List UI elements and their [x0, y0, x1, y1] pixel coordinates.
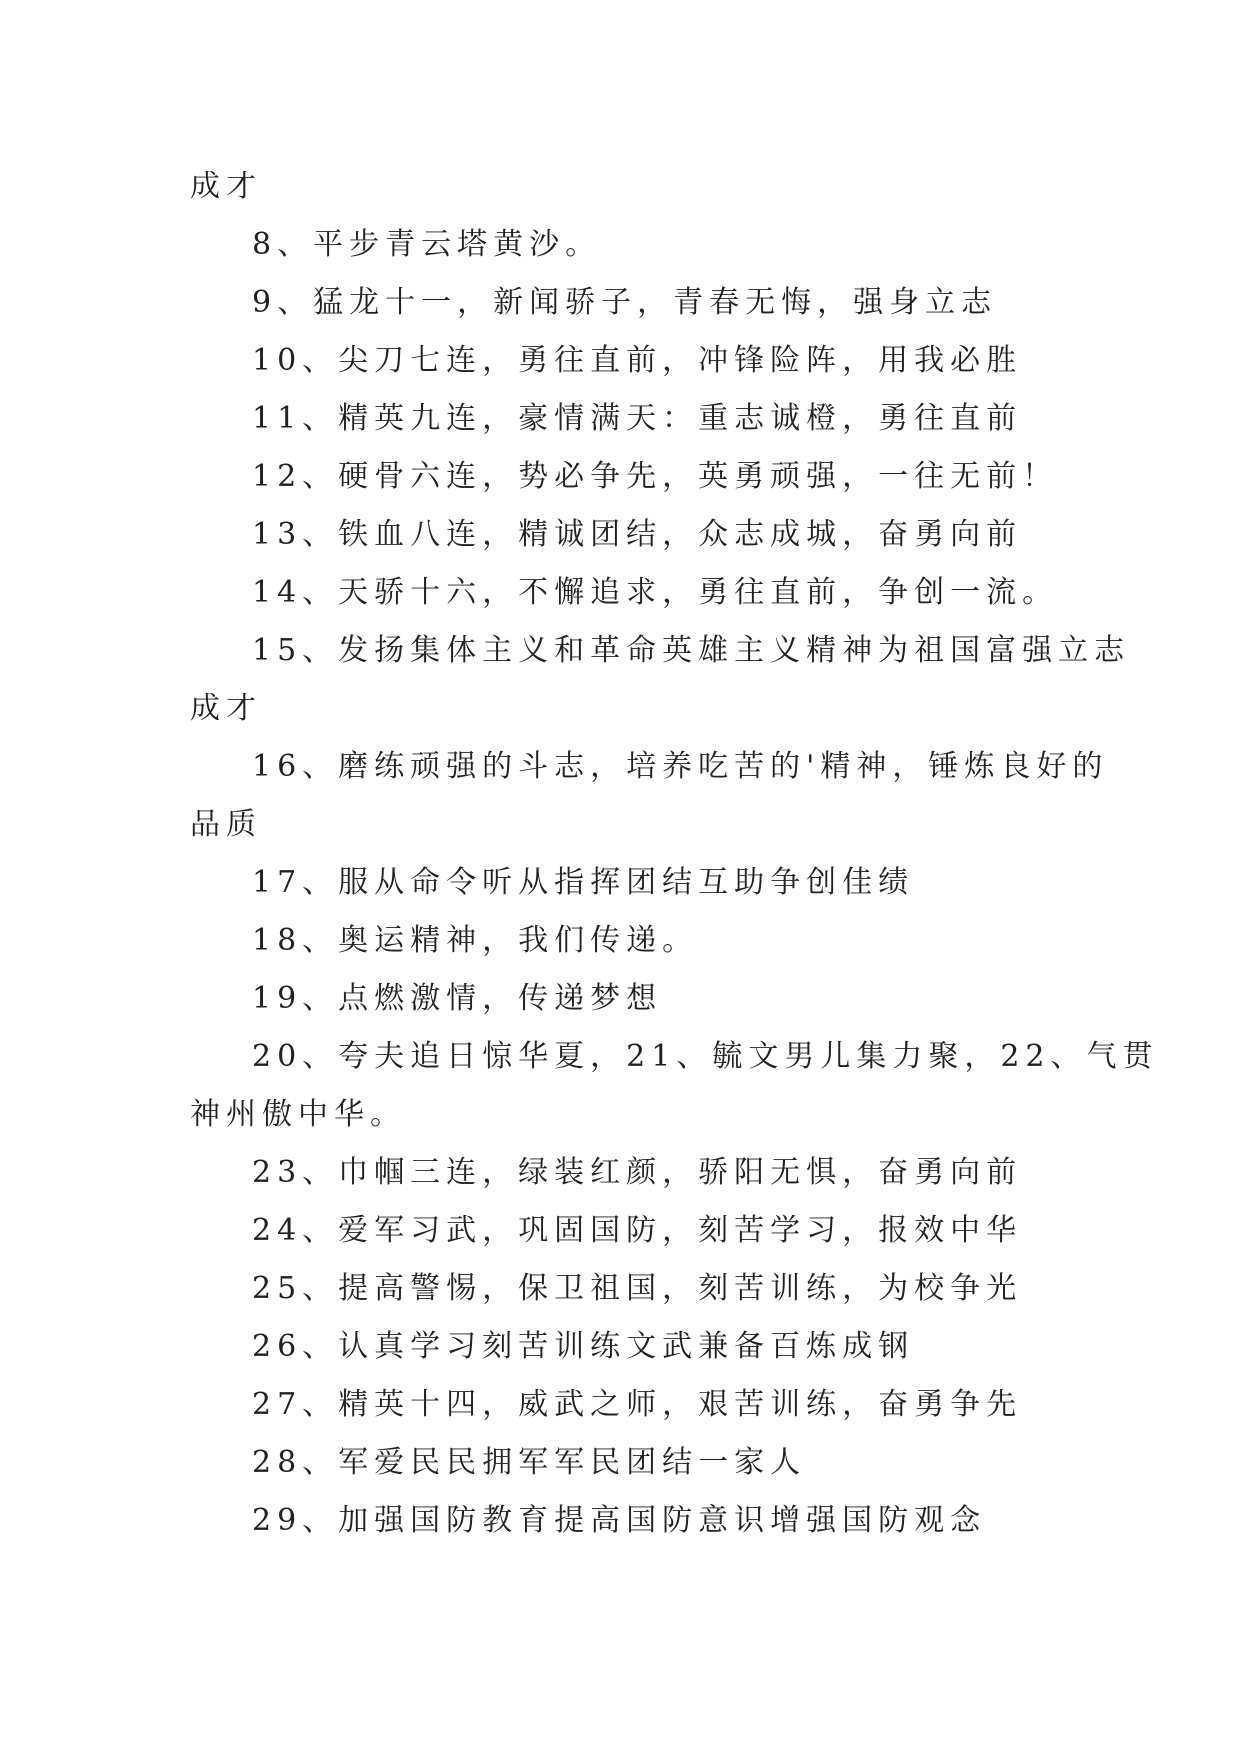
text-line: 品质 [190, 807, 262, 842]
text-line: 16、磨练顽强的斗志，培养吃苦的'精神，锤炼良好的 [252, 749, 1109, 784]
text-line: 9、猛龙十一，新闻骄子，青春无悔，强身立志 [252, 285, 998, 320]
text-line: 27、精英十四，威武之师，艰苦训练，奋勇争先 [252, 1387, 1023, 1422]
text-line: 17、服从命令听从指挥团结互助争创佳绩 [252, 865, 915, 900]
text-line: 11、精英九连，豪情满天：重志诚橙，勇往直前 [252, 401, 1023, 436]
text-line: 26、认真学习刻苦训练文武兼备百炼成钢 [252, 1329, 915, 1364]
text-line: 8、平步青云塔黄沙。 [252, 227, 602, 262]
text-line: 25、提高警惕，保卫祖国，刻苦训练，为校争光 [252, 1271, 1023, 1306]
document-body [190, 158, 1159, 1550]
text-line: 29、加强国防教育提高国防意识增强国防观念 [252, 1503, 987, 1538]
text-line: 18、奥运精神，我们传递。 [252, 923, 699, 958]
text-line: 24、爱军习武，巩固国防，刻苦学习，报效中华 [252, 1213, 1023, 1248]
text-line: 神州傲中华。 [190, 1097, 406, 1132]
text-line: 10、尖刀七连，勇往直前，冲锋险阵，用我必胜 [252, 343, 1023, 378]
text-line: 成才 [190, 691, 262, 726]
text-line: 13、铁血八连，精诚团结，众志成城，奋勇向前 [252, 517, 1023, 552]
text-line: 28、军爱民民拥军军民团结一家人 [252, 1445, 807, 1480]
text-line: 成才 [190, 169, 262, 204]
text-line: 15、发扬集体主义和革命英雄主义精神为祖国富强立志 [252, 633, 1131, 668]
text-line: 23、巾帼三连，绿装红颜，骄阳无惧，奋勇向前 [252, 1155, 1023, 1190]
text-line: 19、点燃激情，传递梦想 [252, 981, 663, 1016]
text-line: 12、硬骨六连，势必争先，英勇顽强，一往无前！ [252, 459, 1059, 494]
text-line: 14、天骄十六，不懈追求，勇往直前，争创一流。 [252, 575, 1059, 610]
text-line: 20、夸夫追日惊华夏，21、毓文男儿集力聚，22、气贯 [252, 1039, 1159, 1074]
